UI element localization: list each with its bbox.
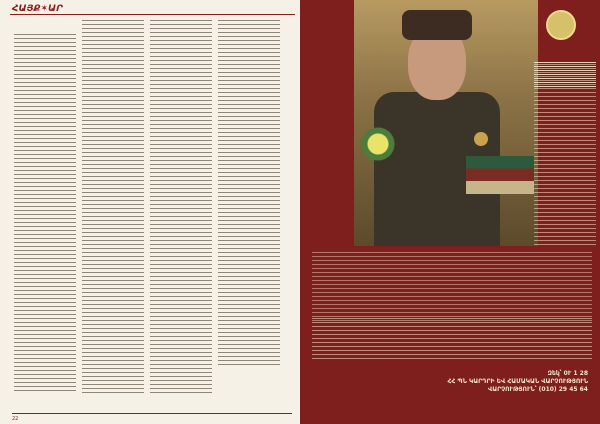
university-emblem-icon: [546, 10, 576, 40]
flower-image: [358, 120, 398, 200]
footer-rule: [12, 413, 292, 414]
cap-shape: [402, 10, 472, 40]
portrait-photo: [354, 0, 538, 246]
header-rule: [10, 14, 295, 15]
page-number: 22: [12, 416, 19, 422]
right-text-column: [534, 64, 596, 254]
text-column-3: [150, 20, 212, 394]
contact-block: [408, 370, 588, 394]
bottom-text-block: [312, 252, 592, 322]
books-image: [466, 156, 534, 194]
medal-icon: [474, 132, 488, 146]
bottom-italic-block: [312, 318, 592, 362]
contact-line-3: ՎԱՐՉՈՒԹՅՈՒՆ՝ (010) 29 45 64: [487, 386, 588, 393]
right-page: [300, 0, 600, 424]
text-column-2: [82, 20, 144, 394]
contact-line-1: Զեկ՝ 0Ւ 1 28: [547, 370, 588, 377]
magazine-logo: ՀԱՅՔ✶ԱՐ: [12, 4, 63, 14]
text-column-4: [218, 20, 280, 366]
contact-line-2: ՀՀ ՊՆ ԿԱՐԴՐԻ ԵՎ ՀԱՄԱԿԱՆ ՎԱՐՉՈՒԹՅՈՒՆ: [447, 378, 588, 385]
text-column-1: [14, 34, 76, 394]
